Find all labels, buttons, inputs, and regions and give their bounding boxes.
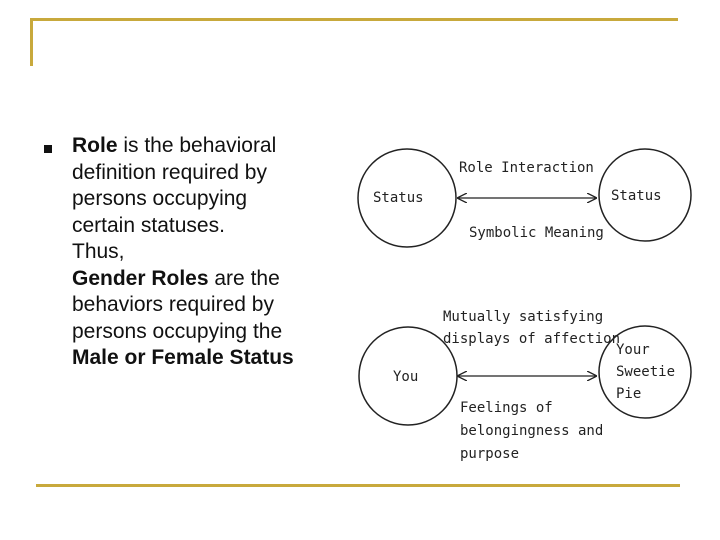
text-line: certain statuses. xyxy=(72,213,225,237)
top-rule xyxy=(30,18,678,21)
bullet-square-icon xyxy=(44,145,52,153)
feelings-label-line: Feelings of xyxy=(460,400,553,416)
feelings-label-line: belongingness and xyxy=(460,423,604,439)
text-line: Thus, xyxy=(72,240,125,263)
sweetie-pie-label-line: Your xyxy=(616,342,650,358)
sweetie-pie-label-line: Pie xyxy=(616,386,642,402)
role-interaction-label: Role Interaction xyxy=(459,160,594,176)
feelings-label-line: purpose xyxy=(460,446,520,462)
text-line: Male or Female Status xyxy=(72,346,294,369)
role-interaction-diagram xyxy=(350,140,710,470)
bottom-rule xyxy=(36,484,680,487)
mutually-satisfying-label-line: displays of affection xyxy=(443,331,621,347)
right-status-label: Status xyxy=(611,188,662,204)
mutually-satisfying-label-line: Mutually satisfying xyxy=(443,309,604,325)
sweetie-pie-label-line: Sweetie xyxy=(616,364,676,380)
text-line: behaviors required by xyxy=(72,293,274,316)
you-label: You xyxy=(393,369,419,385)
symbolic-meaning-label: Symbolic Meaning xyxy=(469,225,604,241)
text-line: persons occupying the xyxy=(72,319,283,343)
text-line: Gender Roles are the xyxy=(72,266,280,290)
text-line: persons occupying xyxy=(72,187,248,210)
text-line: definition required by xyxy=(72,160,267,184)
left-status-label: Status xyxy=(373,190,424,206)
text-line: Role is the behavioral xyxy=(72,134,277,157)
bullet-text xyxy=(72,133,362,372)
top-left-rule xyxy=(30,18,33,66)
